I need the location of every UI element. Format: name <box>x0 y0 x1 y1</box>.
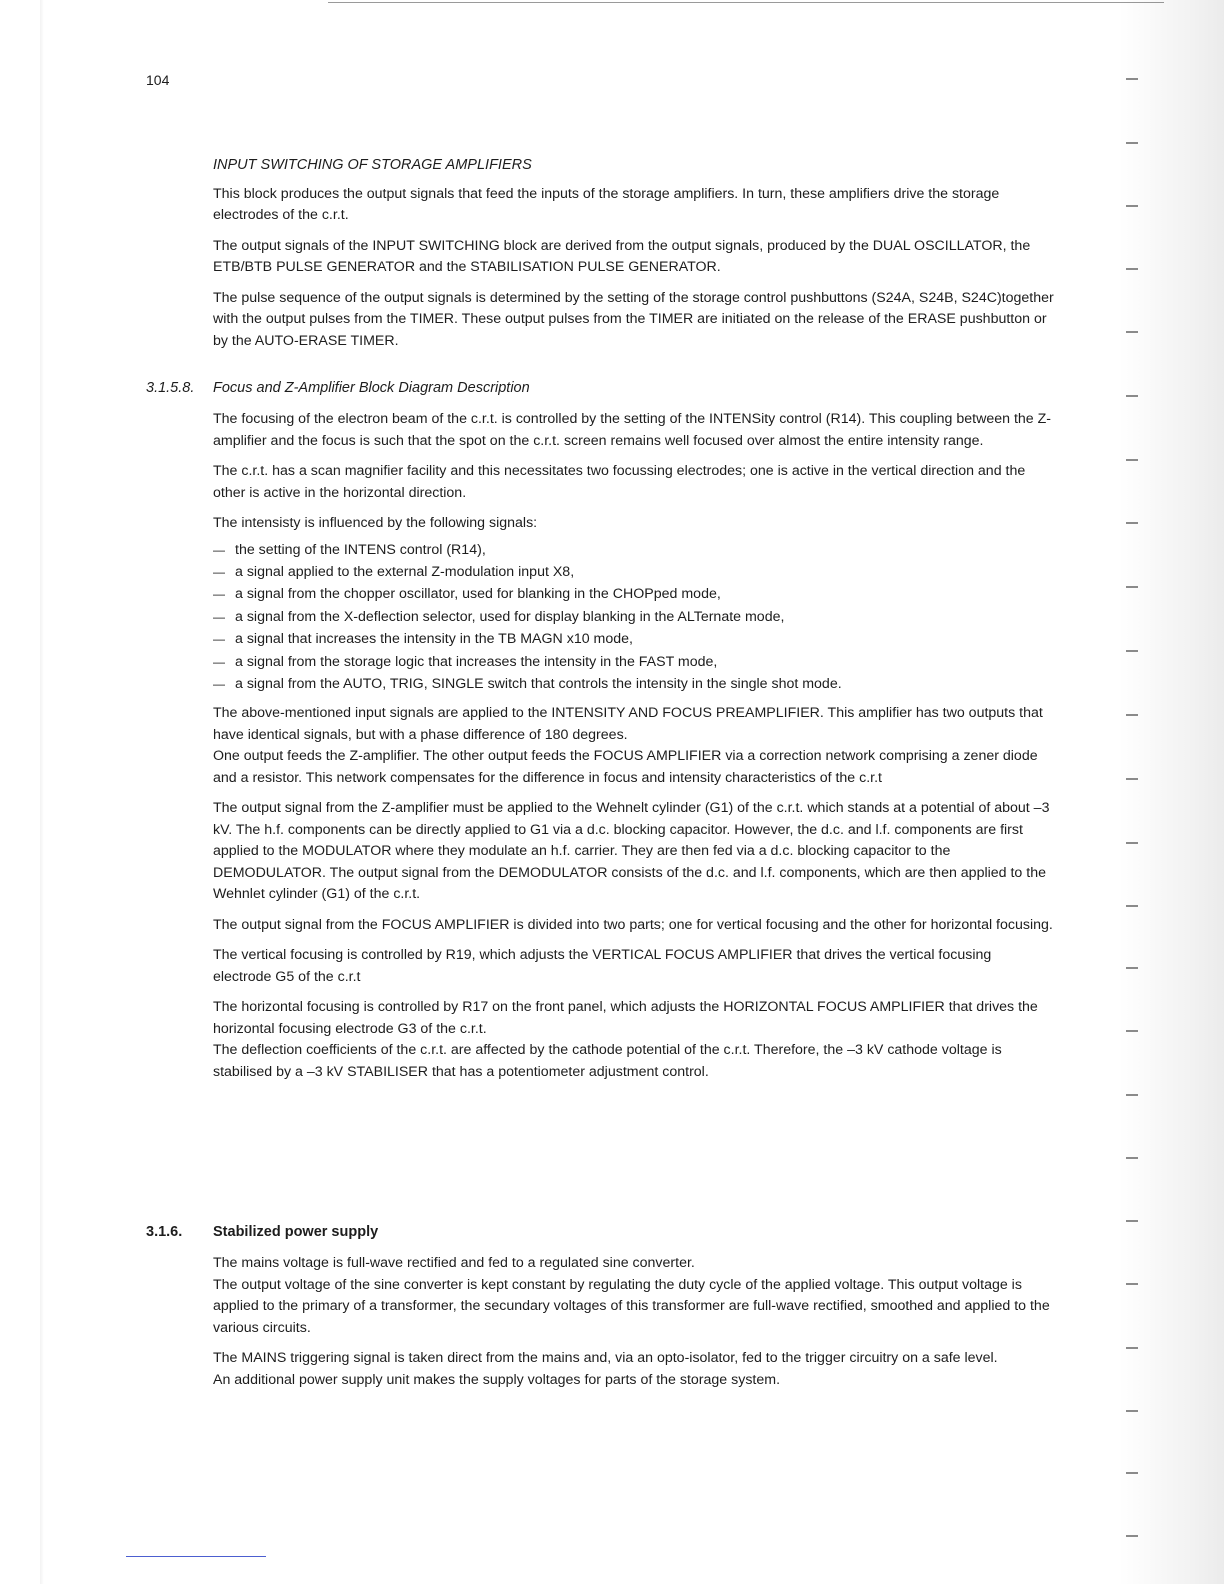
binding-mark <box>1126 78 1138 80</box>
power-section-body <box>213 1253 1053 1400</box>
focus-paragraph: The intensisty is influenced by the following signals: <box>213 515 538 531</box>
focus-section-body <box>213 409 1053 1092</box>
input-switching-paragraph: This block produces the output signals that feed the inputs of the storage amplifiers. In turn, these amplifiers drive the storage electrodes of the c.r.t. <box>213 185 1000 223</box>
list-item: — the setting of the INTENS control (R14), <box>213 539 1053 561</box>
power-paragraph: An additional power supply unit makes the supply voltages for parts of the storage system. <box>213 1371 781 1388</box>
binding-mark <box>1126 142 1138 144</box>
page-number: 104 <box>146 72 170 88</box>
focus-section-title: Focus and Z-Amplifier Block Diagram Description <box>213 380 530 396</box>
power-paragraph: The output voltage of the sine converter is kept constant by regulating the duty cycle of the applied voltage. This output voltage is applied to the primary of a transformer, the secundary voltages of this transformer are full-wave rectified, smoothed and applied to the various circuits. <box>213 1276 1050 1336</box>
focus-paragraph: The output signal from the FOCUS AMPLIFIER is divided into two parts; one for vertical focusing and the other for horizontal focusing. <box>213 916 1053 933</box>
list-item: — a signal from the chopper oscillator, used for blanking in the CHOPped mode, <box>213 583 1053 605</box>
binding-mark <box>1126 522 1138 524</box>
binding-mark <box>1126 395 1138 397</box>
input-switching-heading: INPUT SWITCHING OF STORAGE AMPLIFIERS <box>213 157 532 173</box>
binding-mark <box>1126 1347 1138 1349</box>
intensity-signal-list <box>213 539 1053 696</box>
focus-paragraph: The output signal from the Z-amplifier must be applied to the Wehnelt cylinder (G1) of the c.r.t. which stands at a potential of about –3 kV. The h.f. components can be directly applied to G1 via a d.c. blocking capacitor. However, the d.c. and l.f. components are first applied to the MODULATOR where they modulate an h.f. carrier. They are then fed via a d.c. blocking capacitor to the DEMODULATOR. The output signal from the DEMODULATOR consists of the d.c. and l.f. components, which are then applied to the Wehnlet cylinder (G1) of the c.r.t. <box>213 800 1050 903</box>
focus-paragraph: One output feeds the Z-amplifier. The other output feeds the FOCUS AMPLIFIER via a correction network comprising a zener diode and a resistor. This network compensates for the difference in focus and intensity characteristics of the c.r.t <box>213 748 1038 786</box>
binding-mark <box>1126 1030 1138 1032</box>
footnote-rule <box>126 1556 266 1557</box>
input-switching-section <box>213 155 1058 361</box>
binding-mark <box>1126 778 1138 780</box>
focus-paragraph: The c.r.t. has a scan magnifier facility and this necessitates two focussing electrodes; one is active in the vertical direction and the other is active in the horizontal direction. <box>213 463 1026 501</box>
binding-mark <box>1126 1535 1138 1537</box>
list-item: — a signal from the AUTO, TRIG, SINGLE switch that controls the intensity in the single shot mode. <box>213 673 1053 695</box>
scan-left-edge-shadow <box>40 0 44 1584</box>
input-switching-paragraph: The pulse sequence of the output signals is determined by the setting of the storage control pushbuttons (S24A, S24B, S24C)together with the output pulses from the TIMER. These output pulses from the TIMER are initiated on the release of the ERASE pushbutton or by the AUTO-ERASE TIMER. <box>213 289 1054 349</box>
list-item: — a signal applied to the external Z-modulation input X8, <box>213 561 1053 583</box>
binding-mark <box>1126 268 1138 270</box>
binding-mark <box>1126 331 1138 333</box>
power-section-heading <box>146 1224 1046 1240</box>
focus-paragraph: The deflection coefficients of the c.r.t. are affected by the cathode potential of the c.r.t. Therefore, the –3 kV cathode voltage is stabilised by a –3 kV STABILISER that has a potentiometer adjustment control. <box>213 1042 1002 1080</box>
focus-paragraph: The horizontal focusing is controlled by R17 on the front panel, which adjusts the HORIZONTAL FOCUS AMPLIFIER that drives the horizontal focusing electrode G3 of the c.r.t. <box>213 999 1038 1037</box>
binding-mark <box>1126 1157 1138 1159</box>
focus-section-heading <box>146 380 1046 396</box>
focus-paragraph: The above-mentioned input signals are applied to the INTENSITY AND FOCUS PREAMPLIFIER. This amplifier has two outputs that have identical signals, but with a phase difference of 180 degrees. <box>213 705 1043 743</box>
list-item: — a signal from the storage logic that increases the intensity in the FAST mode, <box>213 651 1053 673</box>
binding-mark <box>1126 1472 1138 1474</box>
scan-top-edge-line <box>328 2 1164 3</box>
binding-mark <box>1126 714 1138 716</box>
binding-mark <box>1126 1220 1138 1222</box>
binding-mark <box>1126 459 1138 461</box>
binding-mark <box>1126 842 1138 844</box>
power-paragraph: The mains voltage is full-wave rectified and fed to a regulated sine converter. <box>213 1255 695 1271</box>
binding-mark <box>1126 1410 1138 1412</box>
binding-mark <box>1126 650 1138 652</box>
focus-paragraph: The vertical focusing is controlled by R19, which adjusts the VERTICAL FOCUS AMPLIFIER that drives the vertical focusing electrode G5 of the c.r.t <box>213 947 992 985</box>
list-item: — a signal that increases the intensity in the TB MAGN x10 mode, <box>213 628 1053 650</box>
input-switching-paragraph: The output signals of the INPUT SWITCHING block are derived from the output signals, produced by the DUAL OSCILLATOR, the ETB/BTB PULSE GENERATOR and the STABILISATION PULSE GENERATOR. <box>213 237 1031 275</box>
list-item: — a signal from the X-deflection selector, used for display blanking in the ALTernate mode, <box>213 606 1053 628</box>
power-section-title: Stabilized power supply <box>213 1224 379 1240</box>
binding-mark <box>1126 967 1138 969</box>
power-paragraph: The MAINS triggering signal is taken direct from the mains and, via an opto-isolator, fed to the trigger circuitry on a safe level. <box>213 1350 998 1366</box>
binding-mark <box>1126 905 1138 907</box>
binding-mark <box>1126 1283 1138 1285</box>
focus-section-number: 3.1.5.8. <box>146 380 195 396</box>
focus-paragraph: The focusing of the electron beam of the c.r.t. is controlled by the setting of the INTENSity control (R14). This coupling between the Z-amplifier and the focus is such that the spot on the c.r.t. screen remains well focused over almost the entire intensity range. <box>213 411 1052 449</box>
binding-mark <box>1126 1094 1138 1096</box>
binding-mark <box>1126 205 1138 207</box>
power-section-number: 3.1.6. <box>146 1224 183 1240</box>
binding-mark <box>1126 586 1138 588</box>
